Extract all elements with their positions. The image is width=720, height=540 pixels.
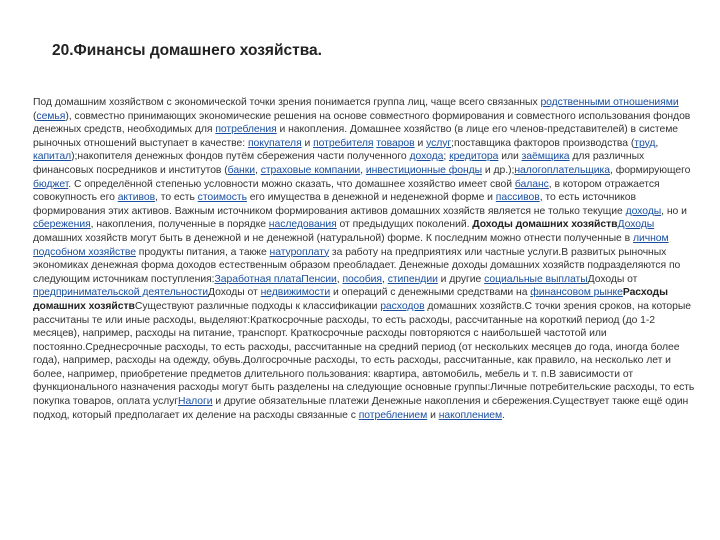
bold-heading: Доходы домашних хозяйств (472, 219, 618, 231)
hyperlink[interactable]: предпринимательской деятельности (33, 287, 209, 299)
text-run: . С определённой степенью условности можно сказать, что домашнее хозяйство имеет свой (68, 178, 515, 190)
text-run: , (655, 137, 659, 149)
text-run: ), совместно принимающих экономические решения на основе совместного формирования и совместного использования фондов денежных средств, необходимых для (33, 110, 691, 136)
hyperlink[interactable]: Заработная плата (214, 273, 302, 285)
hyperlink[interactable]: инвестиционные фонды (365, 164, 483, 176)
hyperlink[interactable]: услуг (426, 137, 452, 149)
hyperlink[interactable]: товаров (376, 137, 415, 149)
hyperlink[interactable]: капитал (33, 151, 72, 163)
text-run: и (301, 137, 314, 149)
hyperlink[interactable]: бюджет (33, 178, 69, 190)
text-run: , формирующего (610, 164, 691, 176)
hyperlink[interactable]: Доходы (617, 219, 655, 231)
text-run: Доходы от (587, 273, 638, 285)
hyperlink[interactable]: накоплением (438, 409, 503, 421)
document-body (33, 96, 697, 422)
hyperlink[interactable]: сбережения (33, 219, 91, 231)
hyperlink[interactable]: заёмщика (521, 151, 570, 163)
hyperlink[interactable]: потреблением (358, 409, 428, 421)
hyperlink[interactable]: банки (227, 164, 255, 176)
text-run: , (382, 273, 388, 285)
hyperlink[interactable]: кредитора (449, 151, 499, 163)
hyperlink[interactable]: стипендии (387, 273, 438, 285)
hyperlink[interactable]: семья (36, 110, 66, 122)
text-run: , то есть источников формирования этих активов. Важным источником формирования активов домашних хозяйств является не только текущие (33, 192, 636, 217)
hyperlink[interactable]: стоимость (197, 192, 247, 204)
text-run: Доходы от (208, 287, 261, 299)
text-run: ;поставщика факторов производства ( (451, 137, 635, 149)
hyperlink[interactable]: пассивов (495, 192, 540, 204)
text-run: , в котором отражается совокупность его (33, 178, 660, 204)
hyperlink[interactable]: расходов (380, 300, 425, 312)
text-run: его имущества в денежной и неденежной форме и (246, 192, 496, 204)
text-run: или (498, 151, 522, 163)
text-run: и др.); (482, 164, 515, 176)
hyperlink[interactable]: покупателя (247, 137, 302, 149)
hyperlink[interactable]: натуроплату (269, 246, 330, 258)
text-run: и (414, 137, 427, 149)
hyperlink[interactable]: Пенсии (301, 273, 337, 285)
bold-heading: Расходы домашних хозяйств (33, 287, 668, 312)
hyperlink[interactable]: баланс (514, 178, 549, 190)
text-run: ; (443, 151, 450, 163)
hyperlink[interactable]: недвижимости (260, 287, 331, 299)
text-run: ( (33, 110, 37, 122)
text-run: за работу на предприятиях или частные услуги.В развитых рыночных экономиках денежная форма доходов естественным образом преобладает. Денежные доходы домашних хозяйств подразделяются по следующим источникам поступления: (33, 246, 681, 285)
hyperlink[interactable]: потребления (215, 124, 277, 136)
hyperlink[interactable]: финансовом рынке (530, 287, 623, 299)
text-run: и другие обязательные платежи Денежные накопления и сбережения.Существует также ещё один подход, который предполагает их деление на расходы связанные с (33, 396, 689, 421)
text-run: и операций с денежными средствами на (330, 287, 531, 299)
text-run: , то есть (155, 192, 198, 204)
hyperlink[interactable]: социальные выплаты (484, 273, 588, 285)
hyperlink[interactable]: дохода (409, 151, 444, 163)
hyperlink[interactable]: родственными отношениями (540, 97, 679, 108)
text-run: и другие (437, 273, 485, 285)
text-run: , (255, 164, 261, 176)
hyperlink[interactable]: личном подсобном хозяйстве (33, 232, 669, 258)
hyperlink[interactable]: доходы (625, 205, 662, 217)
text-run: . (502, 409, 505, 421)
hyperlink[interactable]: активов (117, 192, 156, 204)
hyperlink[interactable]: потребителя (313, 137, 374, 149)
text-run: и накопления. Домашнее хозяйство (в лице его членов-представителей) в системе рыночных отношений выступает в качестве: (33, 124, 679, 149)
text-run: домашних хозяйств могут быть в денежной и не денежной (натуральной) форме. К последним можно отнести полученные в (33, 232, 633, 244)
text-run: Под домашним хозяйством с экономической точки зрения понимается группа лиц, чаще всего связанных (33, 97, 541, 108)
text-run: домашних хозяйств.С точки зрения сроков, на которые рассчитаны те или иные расходы, выделяют:Краткосрочные расходы, то есть расходы, рассчитанные на короткий период (до 1-2 месяцев), например, расходы на питание, транспорт. Краткосрочные расходы повторяются с наибольшей частотой или постоянно.Среднесрочные расходы, то есть расходы, рассчитанные на средний период (от нескольких месяцев до года, иногда более года), например, расходы на одежду, обувь.Долгосрочные расходы, то есть расходы, рассчитанные, как правило, на несколько лет и более, например, приобретение предметов длительного пользования: квартира, автомобиль, мебель и т. п.В зависимости от функционального назначения расходы могут быть разделены на следующие основные группы:Личные потребительские расходы, то есть покупка товаров, оплата услуг (33, 300, 695, 408)
text-run: );накопителя денежных фондов путём сбережения части полученного (71, 151, 410, 163)
text-run: продукты питания, а также (135, 246, 270, 258)
text-run: Существуют различные подходы к классификации (134, 300, 381, 312)
text-run: , (336, 273, 343, 285)
hyperlink[interactable]: труд (634, 137, 656, 149)
slide-title: 20.Финансы домашнего хозяйства. (52, 42, 322, 59)
text-run: для различных финансовых посредников и институтов ( (33, 151, 645, 176)
hyperlink[interactable]: пособия (342, 273, 383, 285)
text-run: и (427, 409, 439, 421)
hyperlink[interactable]: Налоги (177, 396, 213, 408)
text-run: от предыдущих поколений. (336, 219, 473, 231)
text-run: , но и (661, 205, 687, 217)
hyperlink[interactable]: страховые компании (260, 164, 361, 176)
hyperlink[interactable]: наследования (268, 219, 337, 231)
hyperlink[interactable]: налогоплательщика (514, 164, 611, 176)
text-run: , накопления, полученные в порядке (90, 219, 269, 231)
text-run: , (360, 164, 366, 176)
